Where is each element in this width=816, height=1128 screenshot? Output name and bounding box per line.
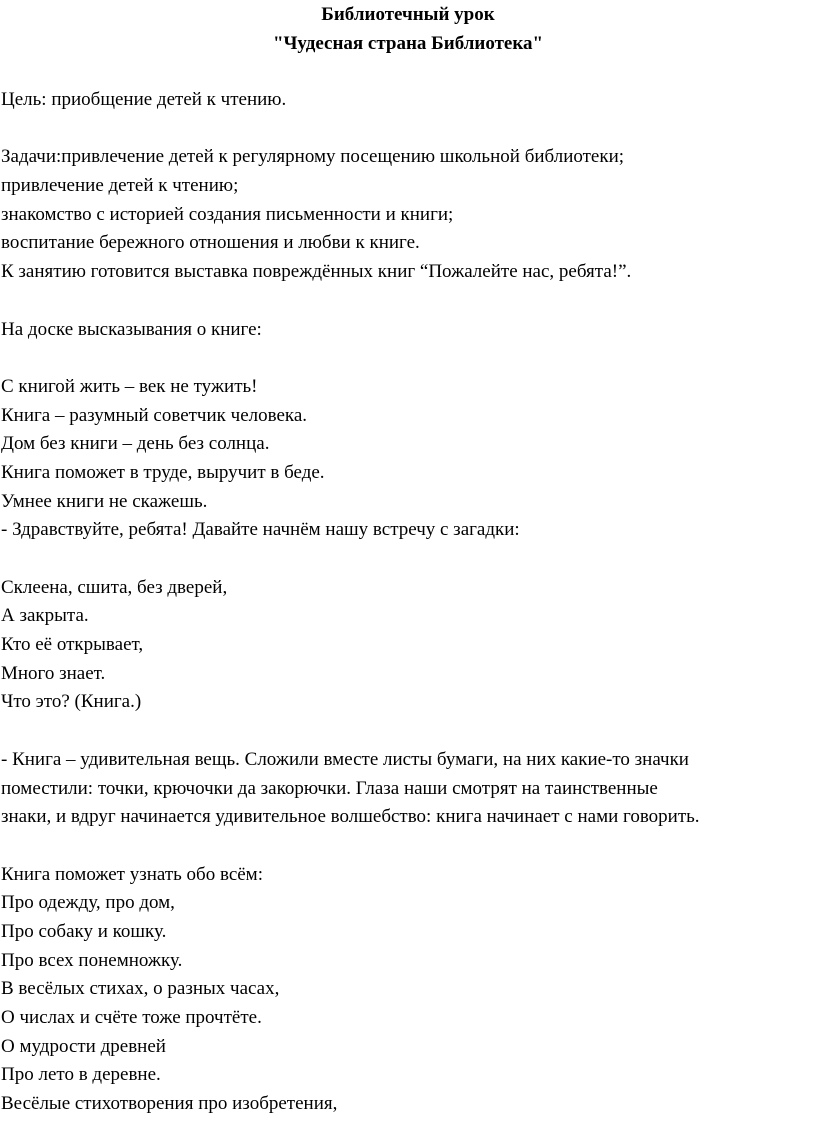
text-line: знакомство с историей создания письменности и книги; <box>1 203 454 225</box>
text-line: О мудрости древней <box>1 1035 166 1057</box>
text-line: Про всех понемножку. <box>1 949 183 971</box>
text-line: воспитание бережного отношения и любви к книге. <box>1 232 420 254</box>
document-title: Библиотечный урок <box>321 4 495 25</box>
document-subtitle: "Чудесная страна Библиотека" <box>272 33 544 54</box>
text-line: Много знает. <box>1 662 106 684</box>
text-line: С книгой жить – век не тужить! <box>1 375 258 397</box>
text-line: поместили: точки, крючочки да закорючки. Глаза наши смотрят на таинственные <box>1 777 658 799</box>
text-line: Задачи:привлечение детей к регулярному посещению школьной библиотеки; <box>1 146 625 168</box>
text-line: знаки, и вдруг начинается удивительное волшебство: книга начинает с нами говорить. <box>1 806 700 828</box>
text-line: Умнее книги не скажешь. <box>1 490 208 512</box>
blank-line <box>1 115 815 144</box>
text-line: Склеена, сшита, без дверей, <box>1 576 228 598</box>
text-line: О числах и счёте тоже прочтёте. <box>1 1007 262 1028</box>
text-line: Книга – разумный советчик человека. <box>1 404 308 426</box>
blank-line <box>1 344 815 373</box>
document-body <box>1 86 815 1119</box>
text-line: В весёлых стихах, о разных часах, <box>1 978 280 1000</box>
text-line: К занятию готовится выставка повреждённых книг “Пожалейте нас, ребята!”. <box>1 261 632 283</box>
text-line: Про одежду, про дом, <box>1 892 175 914</box>
text-line: - Здравствуйте, ребята! Давайте начнём нашу встречу с загадки: <box>1 519 520 541</box>
text-line: Про лето в деревне. <box>1 1064 161 1086</box>
text-line: Про собаку и кошку. <box>1 920 167 942</box>
text-line: Цель: приобщение детей к чтению. <box>1 89 287 110</box>
text-line: Дом без книги – день без солнца. <box>1 433 270 455</box>
blank-line <box>1 287 815 316</box>
text-line: привлечение детей к чтению; <box>1 175 239 197</box>
text-line: А закрыта. <box>1 605 89 627</box>
text-line: Весёлые стихотворения про изобретения, <box>1 1093 338 1115</box>
blank-line <box>1 832 815 861</box>
text-line: Книга поможет узнать обо всём: <box>1 863 263 885</box>
blank-line <box>1 717 815 746</box>
text-line: На доске высказывания о книге: <box>1 318 262 340</box>
text-line: Книга поможет в труде, выручит в беде. <box>1 461 325 483</box>
text-line: - Книга – удивительная вещь. Сложили вместе листы бумаги, на них какие-то значки <box>1 748 689 770</box>
blank-line <box>1 545 815 574</box>
text-line: Что это? (Книга.) <box>1 691 142 713</box>
text-line: Кто её открывает, <box>1 634 144 656</box>
